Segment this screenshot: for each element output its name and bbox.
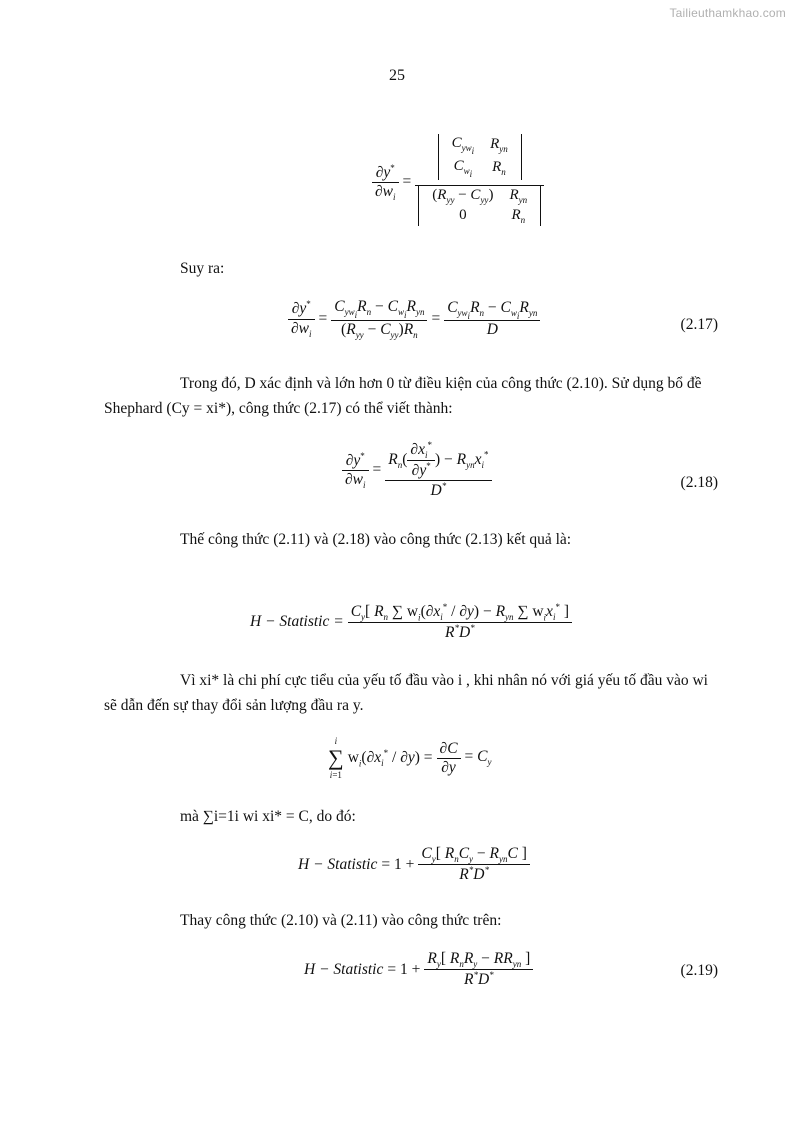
equation-number-2-17: (2.17) — [680, 316, 718, 333]
equation-2-18: $\frac{\partial y^*}{\partial w_i}$ = $R_n$( $\frac{\partial x_i^*}{\partial y^*}$ ) − $R_{yn}x_i^*$ D* — [342, 440, 492, 501]
page-number: 25 — [389, 67, 405, 84]
h-statistic-label: H − Statistic = — [250, 613, 344, 631]
equation-2-19: H − Statistic = 1 + $\frac{R_y[ R_nR_y - RR_{yn} ]}{R^*D^*}$ — [304, 950, 533, 989]
equation-determinant: $\frac{\partial y^*}{\partial w_i}$ = $C_{yw_i}$ $R_{yn}$ $C_{w_i}$ $R_n$ $(R_{yy} - C_{yy})$ $R_{yn}$ 0 $R_n$ — [372, 134, 544, 231]
equation-number-2-18: (2.18) — [680, 474, 718, 491]
paragraph-shephard: Trong đó, D xác định và lớn hơn 0 từ điều kiện của công thức (2.10). Sử dụng bổ đề Shephard (Cy = xi*), công thức (2.17) có thể viết thành: — [104, 375, 702, 417]
paragraph-substitute: Thế công thức (2.11) và (2.18) vào công thức (2.13) kết quả là: — [180, 531, 572, 548]
paragraph-replace: Thay công thức (2.10) và (2.11) vào công thức trên: — [180, 912, 502, 929]
paragraph-suy-ra: Suy ra: — [180, 260, 225, 277]
paragraph-therefore: mà ∑i=1i wi xi* = C, do đó: — [180, 808, 356, 825]
watermark: Tailieuthamkhao.com — [669, 6, 786, 20]
equation-h-statistic-1: H − Statistic = $\frac{C_y[ R_n \sum w_i(\partial x_i^* / \partial y) - R_{yn} \sum w_ix_i^* ]}{R^*D^*}$ — [250, 602, 572, 642]
equation-h-statistic-2: H − Statistic = 1 + $\frac{C_y[ R_nC_y - R_{yn}C ]}{R^*D^*}$ — [298, 845, 530, 884]
equation-2-17: $\frac{\partial y^*}{\partial w_i}$ = $\frac{C_{yw_i}R_n - C_{w_i}R_{yn}}{(R_{yy} - C_{yy})R_n}$ = $\frac{C_{yw_i}R_n - C_{w_i}R_{yn}}{D}$ — [288, 298, 540, 340]
equation-sum: i ∑ i=1 $w_i(\partial x_i^* / \partial y)$ = $\frac{\partial C}{\partial y}$ = $C_y$ — [328, 736, 492, 780]
equation-number-2-19: (2.19) — [680, 962, 718, 979]
paragraph-minimum-cost: Vì xi* là chi phí cực tiểu của yếu tố đầu vào i , khi nhân nó với giá yếu tố đầu vào wi sẽ dẫn đến sự thay đổi sản lượng đầu ra y. — [104, 672, 708, 714]
